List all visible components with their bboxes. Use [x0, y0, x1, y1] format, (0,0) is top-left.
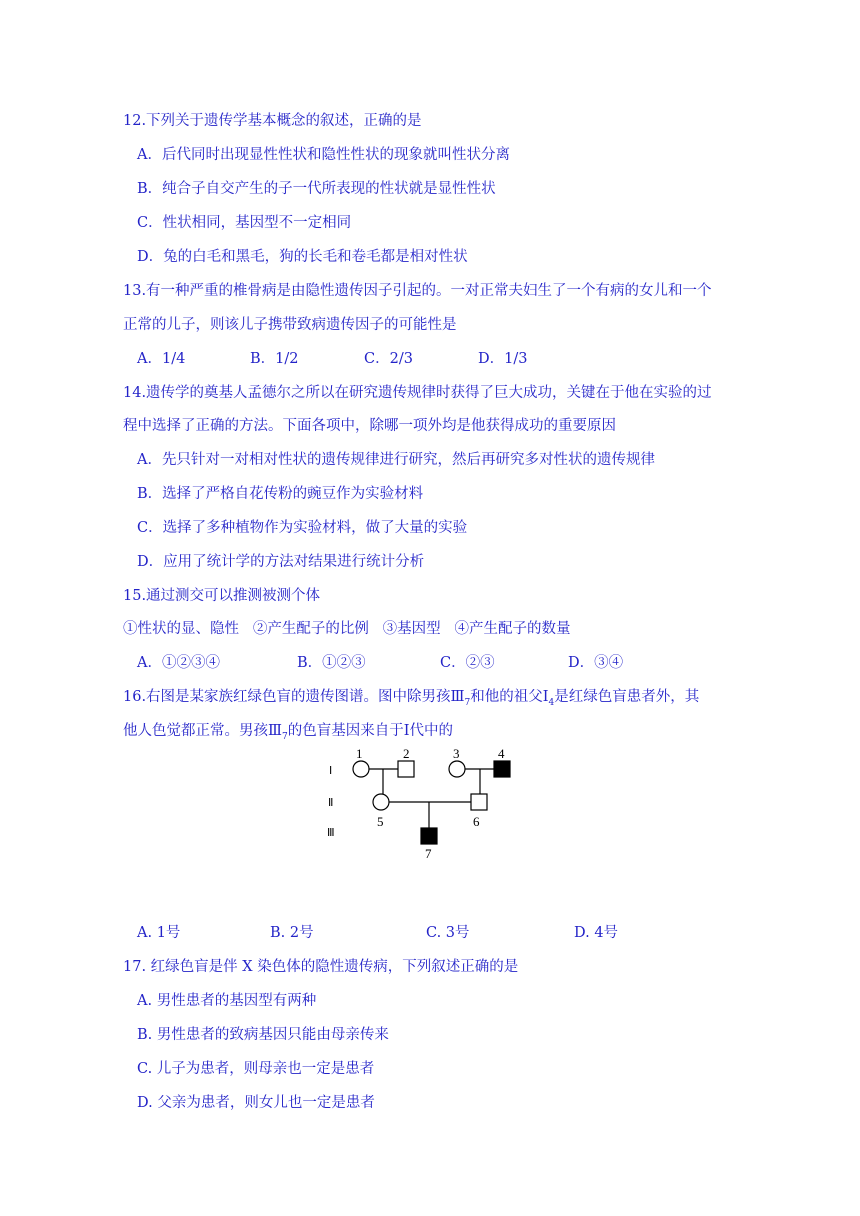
q14-option-d: D．应用了统计学的方法对结果进行统计分析: [137, 554, 425, 570]
q15-stem: 15.通过测交可以推测被测个体: [123, 588, 321, 604]
label-5: 5: [377, 814, 384, 829]
person-2-male: [398, 761, 414, 777]
q17-option-a: A. 男性患者的基因型有两种: [137, 993, 317, 1009]
label-6: 6: [473, 814, 480, 829]
q13-option-d: D．1/3: [478, 351, 528, 367]
person-6-male: [471, 794, 487, 810]
person-7-male-affected: [421, 828, 437, 844]
q16-option-c: C. 3号: [426, 925, 470, 941]
q14-stem-line2: 程中选择了正确的方法。下面各项中，除哪一项外均是他获得成功的重要原因: [123, 418, 616, 434]
q13-stem-line1: 13.有一种严重的椎骨病是由隐性遗传因子引起的。一对正常夫妇生了一个有病的女儿和一个: [123, 283, 712, 299]
person-1-female: [353, 761, 369, 777]
q12-option-b: B．纯合子自交产生的子一代所表现的性状就是显性性状: [137, 181, 496, 197]
q17-option-b: B. 男性患者的致病基因只能由母亲传来: [137, 1027, 389, 1043]
label-4: 4: [498, 746, 505, 761]
q17-option-c: C. 儿子为患者，则母亲也一定是患者: [137, 1061, 375, 1077]
gen-label-1: Ⅰ: [329, 765, 333, 777]
q12-option-a: A．后代同时出现显性性状和隐性性状的现象就叫性状分离: [137, 147, 510, 163]
q15-option-c: C．②③: [440, 655, 495, 671]
person-3-female: [449, 761, 465, 777]
q13-stem-line2: 正常的儿子，则该儿子携带致病遗传因子的可能性是: [123, 317, 457, 333]
label-2: 2: [403, 746, 410, 761]
q13-option-c: C．2/3: [364, 351, 413, 367]
q13-option-b: B．1/2: [250, 351, 299, 367]
q14-option-b: B．选择了严格自花传粉的豌豆作为实验材料: [137, 486, 424, 502]
label-3: 3: [453, 746, 460, 761]
q16-stem-line2: 他人色觉都正常。男孩$Ⅲ_7$的色盲基因来自于Ⅰ代中的: [123, 723, 453, 742]
q15-items: ①性状的显、隐性 ②产生配子的比例 ③基因型 ④产生配子的数量: [123, 621, 571, 637]
q16-option-b: B. 2号: [270, 925, 314, 941]
q17-stem: 17. 红绿色盲是伴 X 染色体的隐性遗传病，下列叙述正确的是: [123, 959, 519, 975]
q16-stem-line1: 16.右图是某家族红绿色盲的遗传图谱。图中除男孩$Ⅲ_7$和他的祖父$Ⅰ_4$是红绿色盲患者外，其: [123, 689, 700, 708]
gen-label-2: Ⅱ: [328, 797, 334, 809]
q12-option-d: D．兔的白毛和黑毛，狗的长毛和卷毛都是相对性状: [137, 249, 468, 265]
label-1: 1: [356, 746, 363, 761]
q12-stem: 12.下列关于遗传学基本概念的叙述，正确的是: [123, 113, 422, 129]
q16-option-d: D. 4号: [574, 925, 619, 941]
q15-option-d: D．③④: [568, 655, 624, 671]
q13-option-a: A．1/4: [137, 351, 186, 367]
person-4-male-affected: [494, 761, 510, 777]
q16-option-a: A. 1号: [137, 925, 181, 941]
q15-option-a: A．①②③④: [137, 655, 220, 671]
gen-label-3: Ⅲ: [327, 827, 335, 839]
pedigree-chart: [320, 740, 550, 865]
q14-option-c: C．选择了多种植物作为实验材料，做了大量的实验: [137, 520, 468, 536]
label-7: 7: [425, 846, 432, 861]
q14-stem-line1: 14.遗传学的奠基人孟德尔之所以在研究遗传规律时获得了巨大成功，关键在于他在实验的过: [123, 385, 712, 401]
q14-option-a: A．先只针对一对相对性状的遗传规律进行研究，然后再研究多对性状的遗传规律: [137, 452, 655, 468]
q12-option-c: C．性状相同，基因型不一定相同: [137, 215, 352, 231]
q17-option-d: D. 父亲为患者，则女儿也一定是患者: [137, 1095, 375, 1111]
q15-option-b: B．①②③: [297, 655, 366, 671]
person-5-female: [373, 794, 389, 810]
